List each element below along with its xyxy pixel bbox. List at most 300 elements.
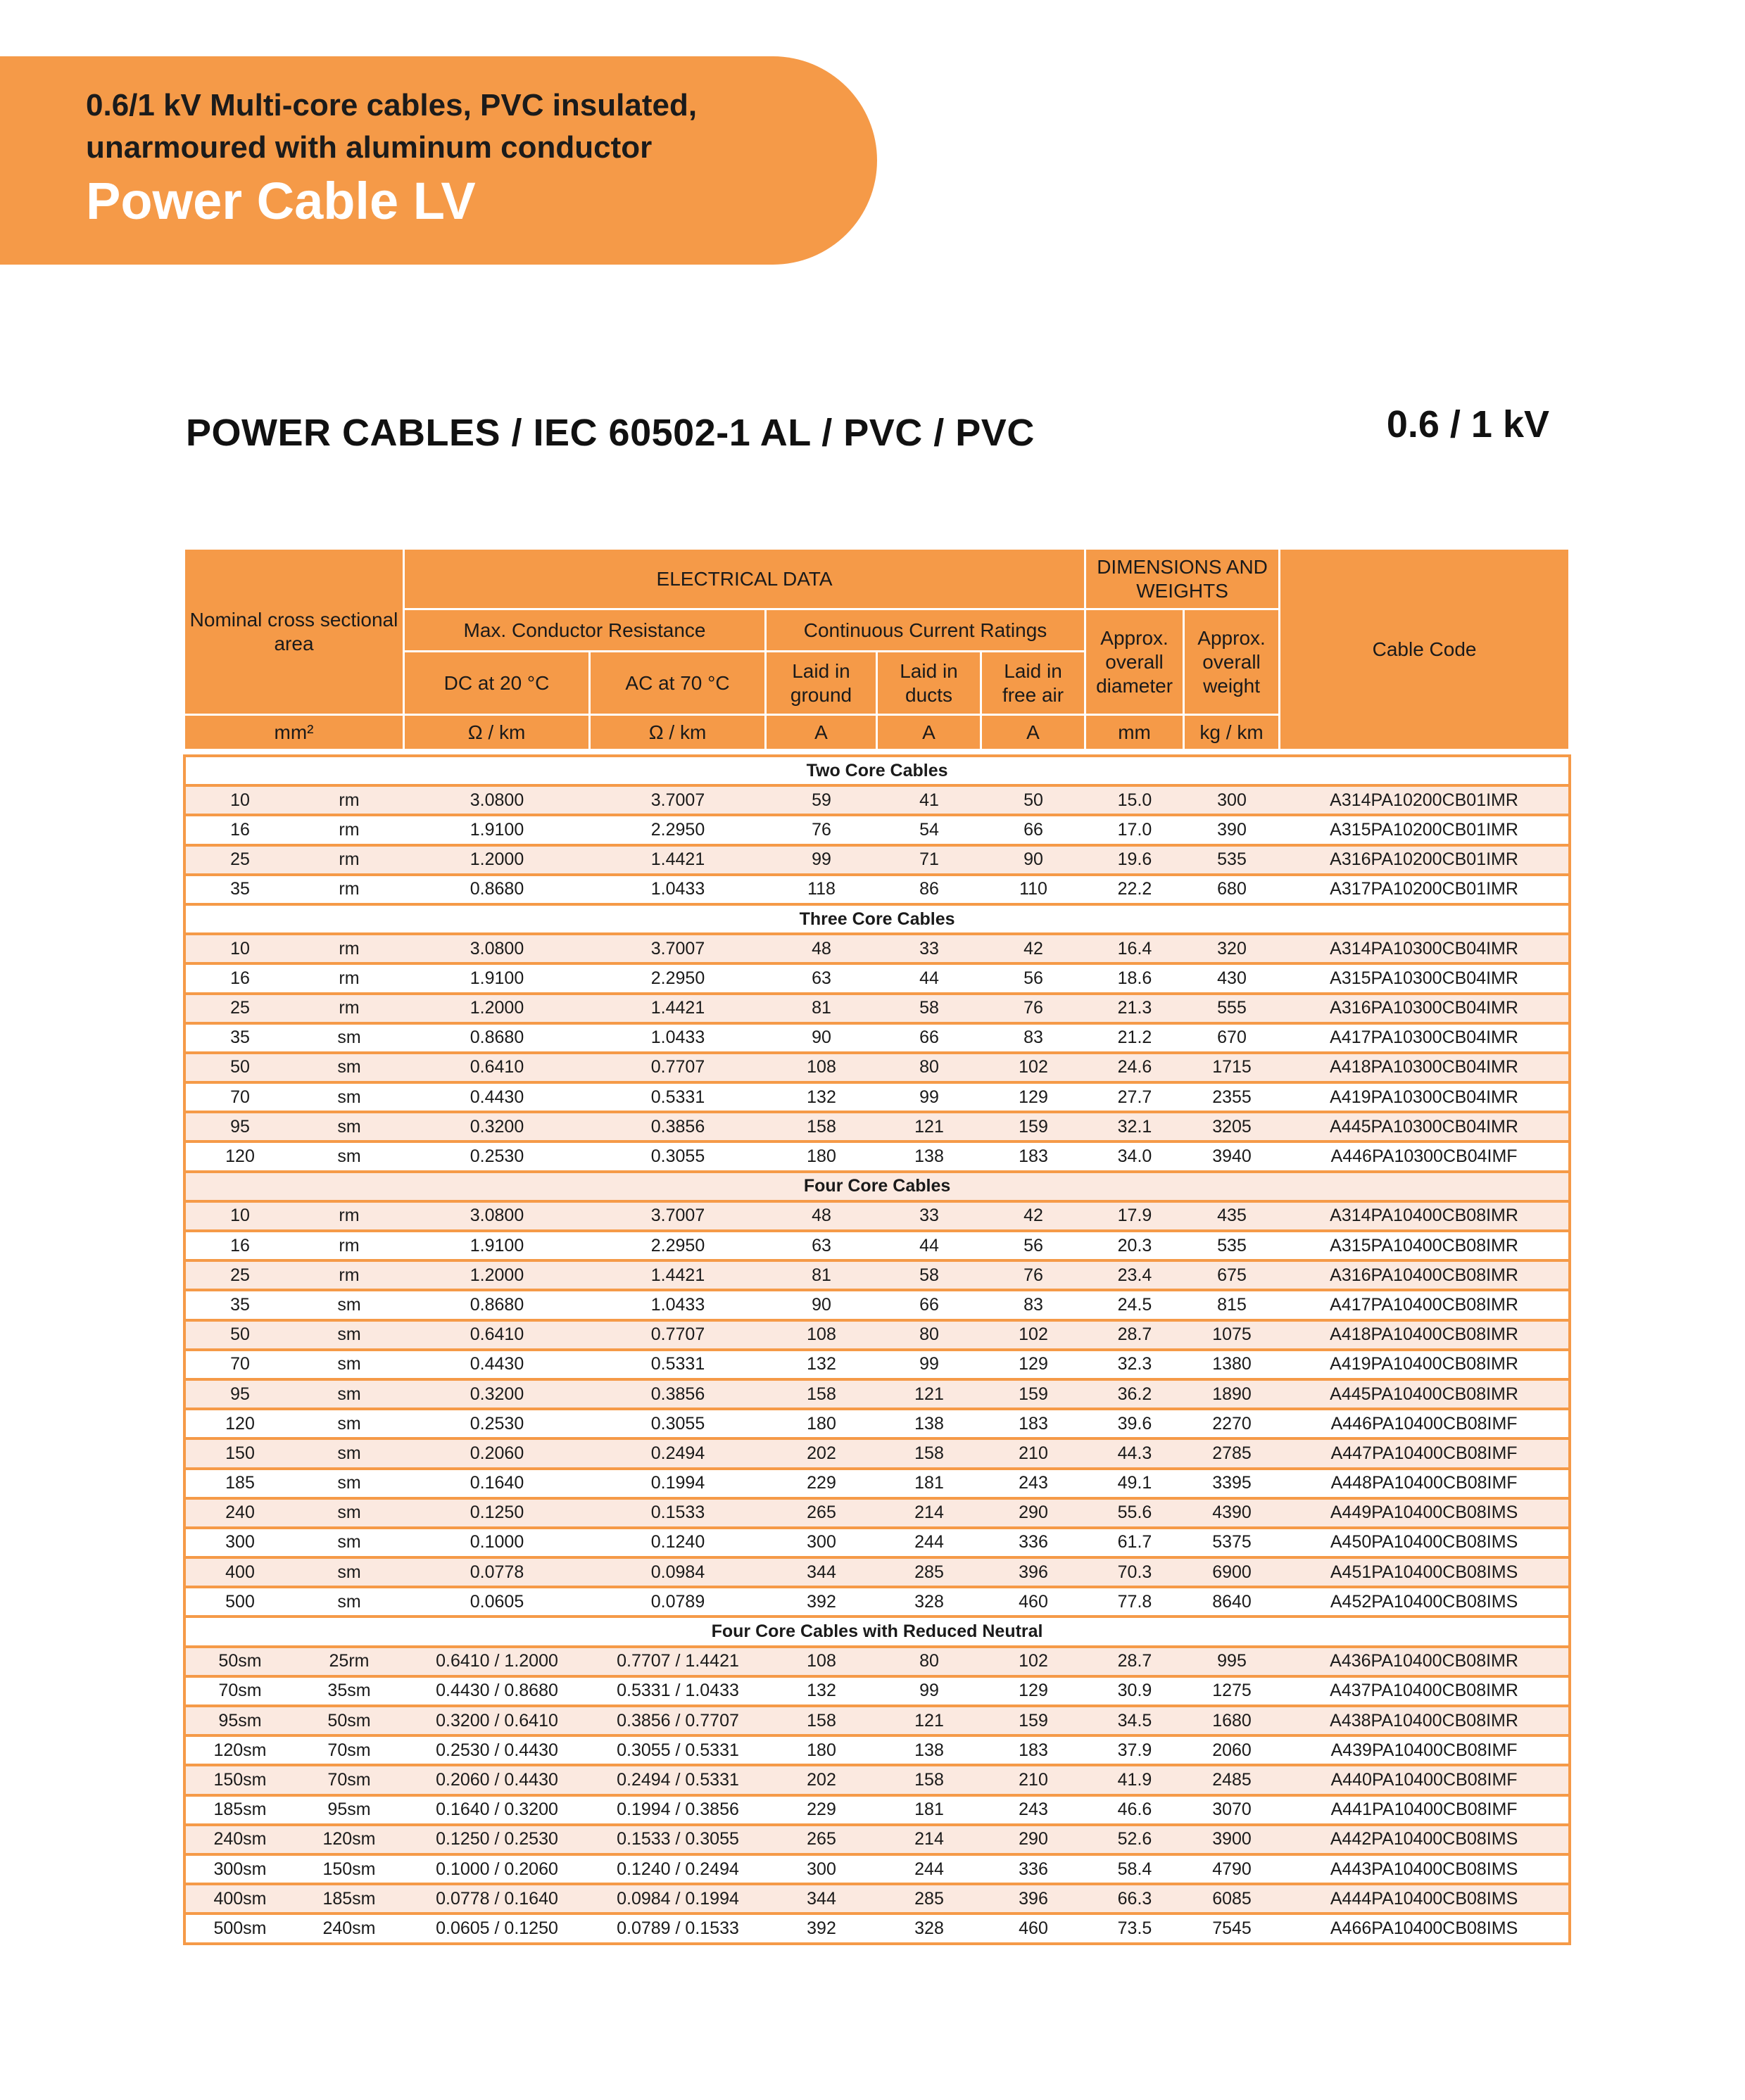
header-dc-resistance: DC at 20 °C [404, 652, 590, 715]
header-laid-in-free-air: Laid in free air [981, 652, 1085, 715]
cell-type: 120sm [294, 1825, 404, 1854]
cell-dc-resistance: 0.0605 [404, 1587, 590, 1617]
table-row [184, 845, 1570, 875]
cell-ducts-rating: 181 [877, 1795, 981, 1825]
table-header [183, 548, 1570, 751]
unit-ground: A [766, 715, 877, 750]
cell-free-air-rating: 102 [981, 1647, 1085, 1676]
table-row [184, 1825, 1570, 1854]
cell-ac-resistance: 0.1994 [590, 1469, 766, 1498]
cell-type: sm [294, 1023, 404, 1053]
cell-ducts-rating: 158 [877, 1765, 981, 1795]
cell-free-air-rating: 76 [981, 994, 1085, 1023]
cell-ac-resistance: 0.0789 [590, 1587, 766, 1617]
table-row [184, 1379, 1570, 1409]
cell-cable-code: A418PA10300CB04IMR [1280, 1053, 1570, 1082]
cell-ground-rating: 229 [766, 1795, 877, 1825]
cell-dc-resistance: 0.2060 [404, 1438, 590, 1468]
cell-weight: 1890 [1184, 1379, 1280, 1409]
cell-diameter: 44.3 [1085, 1438, 1184, 1468]
cell-dc-resistance: 1.9100 [404, 963, 590, 993]
cell-weight: 3205 [1184, 1112, 1280, 1141]
cell-weight: 680 [1184, 875, 1280, 904]
cell-cable-code: A439PA10400CB08IMF [1280, 1735, 1570, 1765]
header-nominal-area: Nominal cross sectional area [184, 549, 404, 715]
cell-weight: 1275 [1184, 1676, 1280, 1706]
cell-ducts-rating: 58 [877, 1260, 981, 1290]
cell-type: rm [294, 1201, 404, 1231]
cell-ducts-rating: 138 [877, 1735, 981, 1765]
section-heading-row [184, 756, 1570, 785]
cell-size: 150sm [184, 1765, 294, 1795]
cell-weight: 675 [1184, 1260, 1280, 1290]
cell-ac-resistance: 0.1533 / 0.3055 [590, 1825, 766, 1854]
cell-free-air-rating: 83 [981, 1023, 1085, 1053]
cell-ducts-rating: 33 [877, 934, 981, 963]
cell-ducts-rating: 158 [877, 1438, 981, 1468]
cell-dc-resistance: 0.4430 [404, 1082, 590, 1112]
cell-free-air-rating: 290 [981, 1825, 1085, 1854]
cell-weight: 300 [1184, 785, 1280, 815]
cell-size: 16 [184, 815, 294, 845]
cell-type: 70sm [294, 1765, 404, 1795]
cell-free-air-rating: 76 [981, 1260, 1085, 1290]
cell-ducts-rating: 86 [877, 875, 981, 904]
cell-dc-resistance: 0.1250 / 0.2530 [404, 1825, 590, 1854]
cell-type: rm [294, 875, 404, 904]
cell-free-air-rating: 129 [981, 1082, 1085, 1112]
cell-ac-resistance: 0.5331 / 1.0433 [590, 1676, 766, 1706]
cell-free-air-rating: 183 [981, 1141, 1085, 1171]
cell-ground-rating: 59 [766, 785, 877, 815]
table-row [184, 1409, 1570, 1438]
cell-ac-resistance: 0.3055 [590, 1141, 766, 1171]
cell-type: sm [294, 1350, 404, 1379]
table-row [184, 994, 1570, 1023]
cell-weight: 670 [1184, 1023, 1280, 1053]
cell-ground-rating: 344 [766, 1884, 877, 1914]
cell-free-air-rating: 66 [981, 815, 1085, 845]
cell-cable-code: A447PA10400CB08IMF [1280, 1438, 1570, 1468]
cell-dc-resistance: 0.1000 / 0.2060 [404, 1854, 590, 1884]
cell-cable-code: A440PA10400CB08IMF [1280, 1765, 1570, 1795]
cell-type: sm [294, 1320, 404, 1350]
table-row [184, 1053, 1570, 1082]
cell-weight: 4390 [1184, 1498, 1280, 1528]
cell-ground-rating: 300 [766, 1854, 877, 1884]
cell-free-air-rating: 102 [981, 1320, 1085, 1350]
cell-size: 500 [184, 1587, 294, 1617]
cell-ground-rating: 265 [766, 1498, 877, 1528]
section-heading-row [184, 1172, 1570, 1201]
cell-ac-resistance: 0.5331 [590, 1350, 766, 1379]
cell-ac-resistance: 0.1533 [590, 1498, 766, 1528]
table-row [184, 1557, 1570, 1587]
cell-diameter: 22.2 [1085, 875, 1184, 904]
cell-size: 70sm [184, 1676, 294, 1706]
cell-dc-resistance: 3.0800 [404, 934, 590, 963]
cell-size: 120 [184, 1141, 294, 1171]
cell-diameter: 34.0 [1085, 1141, 1184, 1171]
cell-free-air-rating: 159 [981, 1706, 1085, 1735]
cell-diameter: 17.9 [1085, 1201, 1184, 1231]
table-row [184, 1320, 1570, 1350]
cell-type: rm [294, 963, 404, 993]
cell-ground-rating: 81 [766, 994, 877, 1023]
cell-ducts-rating: 328 [877, 1587, 981, 1617]
cell-type: sm [294, 1498, 404, 1528]
banner-subtitle-line-2: unarmoured with aluminum conductor [86, 130, 653, 165]
cell-type: 70sm [294, 1735, 404, 1765]
table-row [184, 1290, 1570, 1320]
document-title: POWER CABLES / IEC 60502-1 AL / PVC / PVC [186, 412, 1035, 454]
cell-type: sm [294, 1409, 404, 1438]
cell-diameter: 23.4 [1085, 1260, 1184, 1290]
cell-ducts-rating: 44 [877, 1231, 981, 1260]
cell-size: 185sm [184, 1795, 294, 1825]
cell-diameter: 20.3 [1085, 1231, 1184, 1260]
unit-ac: Ω / km [590, 715, 766, 750]
cell-ground-rating: 180 [766, 1141, 877, 1171]
table-row [184, 1260, 1570, 1290]
unit-dc: Ω / km [404, 715, 590, 750]
table-row [184, 1884, 1570, 1914]
table-row [184, 1706, 1570, 1735]
cell-ac-resistance: 0.2494 [590, 1438, 766, 1468]
cable-data-table [183, 754, 1571, 1945]
cell-weight: 2060 [1184, 1735, 1280, 1765]
cell-dc-resistance: 0.3200 [404, 1112, 590, 1141]
cell-ground-rating: 108 [766, 1647, 877, 1676]
table-row [184, 1231, 1570, 1260]
cell-cable-code: A315PA10200CB01IMR [1280, 815, 1570, 845]
table-row [184, 1082, 1570, 1112]
cell-cable-code: A315PA10300CB04IMR [1280, 963, 1570, 993]
cell-ducts-rating: 44 [877, 963, 981, 993]
cell-size: 185 [184, 1469, 294, 1498]
cell-diameter: 30.9 [1085, 1676, 1184, 1706]
cell-type: sm [294, 1438, 404, 1468]
cell-ac-resistance: 3.7007 [590, 785, 766, 815]
cell-diameter: 39.6 [1085, 1409, 1184, 1438]
table-row [184, 1350, 1570, 1379]
cell-cable-code: A316PA10200CB01IMR [1280, 845, 1570, 875]
cell-size: 95sm [184, 1706, 294, 1735]
cell-diameter: 66.3 [1085, 1884, 1184, 1914]
cell-dc-resistance: 0.1250 [404, 1498, 590, 1528]
cell-free-air-rating: 129 [981, 1676, 1085, 1706]
cell-ac-resistance: 3.7007 [590, 1201, 766, 1231]
cell-type: 185sm [294, 1884, 404, 1914]
cell-type: sm [294, 1528, 404, 1557]
cell-dc-resistance: 1.9100 [404, 1231, 590, 1260]
cell-size: 120 [184, 1409, 294, 1438]
cell-cable-code: A314PA10400CB08IMR [1280, 1201, 1570, 1231]
cell-ducts-rating: 328 [877, 1914, 981, 1943]
cell-type: rm [294, 845, 404, 875]
cell-type: sm [294, 1141, 404, 1171]
cell-size: 240 [184, 1498, 294, 1528]
cell-ground-rating: 63 [766, 963, 877, 993]
cell-weight: 2485 [1184, 1765, 1280, 1795]
cell-type: rm [294, 815, 404, 845]
cell-free-air-rating: 159 [981, 1112, 1085, 1141]
cell-weight: 3395 [1184, 1469, 1280, 1498]
cell-dc-resistance: 1.2000 [404, 994, 590, 1023]
header-dimensions-weights: DIMENSIONS AND WEIGHTS [1085, 549, 1280, 609]
table-row [184, 934, 1570, 963]
cell-free-air-rating: 290 [981, 1498, 1085, 1528]
cell-ducts-rating: 99 [877, 1350, 981, 1379]
cell-dc-resistance: 0.4430 [404, 1350, 590, 1379]
header-banner [0, 56, 877, 265]
cell-ac-resistance: 0.7707 [590, 1053, 766, 1082]
table-row [184, 1141, 1570, 1171]
cell-size: 16 [184, 1231, 294, 1260]
cell-diameter: 49.1 [1085, 1469, 1184, 1498]
cell-free-air-rating: 336 [981, 1854, 1085, 1884]
table-row [184, 1587, 1570, 1617]
cell-ducts-rating: 121 [877, 1379, 981, 1409]
cell-dc-resistance: 0.3200 [404, 1379, 590, 1409]
header-current-ratings: Continuous Current Ratings [766, 609, 1085, 652]
unit-area: mm² [184, 715, 404, 750]
cell-dc-resistance: 0.2530 / 0.4430 [404, 1735, 590, 1765]
cell-ducts-rating: 71 [877, 845, 981, 875]
cell-cable-code: A448PA10400CB08IMF [1280, 1469, 1570, 1498]
cell-dc-resistance: 1.9100 [404, 815, 590, 845]
cell-ducts-rating: 244 [877, 1528, 981, 1557]
banner-subtitle-line-1: 0.6/1 kV Multi-core cables, PVC insulated, [86, 88, 698, 122]
cell-size: 25 [184, 1260, 294, 1290]
cell-ac-resistance: 0.1240 / 0.2494 [590, 1854, 766, 1884]
cell-ac-resistance: 1.4421 [590, 845, 766, 875]
table-row [184, 963, 1570, 993]
cell-weight: 535 [1184, 1231, 1280, 1260]
cell-ground-rating: 202 [766, 1765, 877, 1795]
cell-diameter: 55.6 [1085, 1498, 1184, 1528]
cell-weight: 1380 [1184, 1350, 1280, 1379]
table-row [184, 1023, 1570, 1053]
cell-type: sm [294, 1290, 404, 1320]
cell-ac-resistance: 1.4421 [590, 994, 766, 1023]
cell-cable-code: A445PA10400CB08IMR [1280, 1379, 1570, 1409]
cell-ground-rating: 202 [766, 1438, 877, 1468]
cell-weight: 435 [1184, 1201, 1280, 1231]
banner-title: Power Cable LV [86, 172, 476, 230]
table-row [184, 1854, 1570, 1884]
cell-dc-resistance: 0.2060 / 0.4430 [404, 1765, 590, 1795]
cell-diameter: 15.0 [1085, 785, 1184, 815]
cell-ac-resistance: 3.7007 [590, 934, 766, 963]
cell-weight: 390 [1184, 815, 1280, 845]
cell-diameter: 32.1 [1085, 1112, 1184, 1141]
cell-size: 50 [184, 1320, 294, 1350]
cell-free-air-rating: 90 [981, 845, 1085, 875]
cell-diameter: 73.5 [1085, 1914, 1184, 1943]
cell-ground-rating: 76 [766, 815, 877, 845]
cell-ground-rating: 81 [766, 1260, 877, 1290]
cell-cable-code: A436PA10400CB08IMR [1280, 1647, 1570, 1676]
cell-ducts-rating: 138 [877, 1409, 981, 1438]
cell-ducts-rating: 121 [877, 1706, 981, 1735]
header-max-resistance: Max. Conductor Resistance [404, 609, 766, 652]
cell-ac-resistance: 0.5331 [590, 1082, 766, 1112]
cell-type: rm [294, 785, 404, 815]
cell-cable-code: A442PA10400CB08IMS [1280, 1825, 1570, 1854]
cell-cable-code: A466PA10400CB08IMS [1280, 1914, 1570, 1943]
cell-dc-resistance: 0.8680 [404, 875, 590, 904]
cell-cable-code: A446PA10400CB08IMF [1280, 1409, 1570, 1438]
cell-cable-code: A438PA10400CB08IMR [1280, 1706, 1570, 1735]
cell-diameter: 24.6 [1085, 1053, 1184, 1082]
cell-ac-resistance: 0.7707 [590, 1320, 766, 1350]
cell-size: 70 [184, 1082, 294, 1112]
cell-dc-resistance: 0.8680 [404, 1023, 590, 1053]
cell-weight: 2270 [1184, 1409, 1280, 1438]
cell-diameter: 16.4 [1085, 934, 1184, 963]
cell-ducts-rating: 66 [877, 1023, 981, 1053]
cell-ac-resistance: 1.4421 [590, 1260, 766, 1290]
cell-ducts-rating: 181 [877, 1469, 981, 1498]
cell-cable-code: A419PA10400CB08IMR [1280, 1350, 1570, 1379]
cell-cable-code: A451PA10400CB08IMS [1280, 1557, 1570, 1587]
cell-free-air-rating: 243 [981, 1795, 1085, 1825]
cell-ac-resistance: 0.0984 [590, 1557, 766, 1587]
cell-size: 400 [184, 1557, 294, 1587]
cell-ducts-rating: 58 [877, 994, 981, 1023]
cell-dc-resistance: 0.1640 / 0.3200 [404, 1795, 590, 1825]
section-title: Four Core Cables with Reduced Neutral [184, 1617, 1570, 1646]
cell-dc-resistance: 3.0800 [404, 1201, 590, 1231]
table-row [184, 1438, 1570, 1468]
cell-diameter: 34.5 [1085, 1706, 1184, 1735]
cell-weight: 2785 [1184, 1438, 1280, 1468]
cell-free-air-rating: 159 [981, 1379, 1085, 1409]
cell-cable-code: A315PA10400CB08IMR [1280, 1231, 1570, 1260]
table-row [184, 875, 1570, 904]
cell-ground-rating: 265 [766, 1825, 877, 1854]
cell-diameter: 52.6 [1085, 1825, 1184, 1854]
cell-size: 10 [184, 1201, 294, 1231]
cell-weight: 6085 [1184, 1884, 1280, 1914]
cell-ac-resistance: 1.0433 [590, 875, 766, 904]
cell-ac-resistance: 0.3055 / 0.5331 [590, 1735, 766, 1765]
cell-ac-resistance: 0.3856 [590, 1379, 766, 1409]
cell-type: sm [294, 1469, 404, 1498]
cell-weight: 5375 [1184, 1528, 1280, 1557]
cell-ducts-rating: 41 [877, 785, 981, 815]
cell-size: 35 [184, 875, 294, 904]
cell-free-air-rating: 243 [981, 1469, 1085, 1498]
cell-weight: 555 [1184, 994, 1280, 1023]
unit-weight: kg / km [1184, 715, 1280, 750]
cell-free-air-rating: 102 [981, 1053, 1085, 1082]
cell-ground-rating: 99 [766, 845, 877, 875]
cell-dc-resistance: 0.6410 [404, 1320, 590, 1350]
cell-ducts-rating: 80 [877, 1320, 981, 1350]
cell-size: 300 [184, 1528, 294, 1557]
cell-ducts-rating: 214 [877, 1825, 981, 1854]
cell-weight: 7545 [1184, 1914, 1280, 1943]
cell-diameter: 37.9 [1085, 1735, 1184, 1765]
section-title: Four Core Cables [184, 1172, 1570, 1201]
cell-ground-rating: 180 [766, 1735, 877, 1765]
cell-type: sm [294, 1053, 404, 1082]
cell-type: sm [294, 1587, 404, 1617]
table-row [184, 1469, 1570, 1498]
table-row [184, 1112, 1570, 1141]
cell-weight: 3070 [1184, 1795, 1280, 1825]
cell-free-air-rating: 396 [981, 1884, 1085, 1914]
cell-diameter: 61.7 [1085, 1528, 1184, 1557]
cell-cable-code: A419PA10300CB04IMR [1280, 1082, 1570, 1112]
cell-free-air-rating: 396 [981, 1557, 1085, 1587]
cell-weight: 8640 [1184, 1587, 1280, 1617]
cell-ac-resistance: 2.2950 [590, 815, 766, 845]
cell-cable-code: A417PA10400CB08IMR [1280, 1290, 1570, 1320]
cell-ducts-rating: 138 [877, 1141, 981, 1171]
cell-ground-rating: 108 [766, 1320, 877, 1350]
cell-free-air-rating: 460 [981, 1914, 1085, 1943]
cell-cable-code: A316PA10400CB08IMR [1280, 1260, 1570, 1290]
cell-diameter: 46.6 [1085, 1795, 1184, 1825]
cell-ground-rating: 180 [766, 1409, 877, 1438]
cell-size: 25 [184, 845, 294, 875]
cell-size: 95 [184, 1112, 294, 1141]
cell-dc-resistance: 0.4430 / 0.8680 [404, 1676, 590, 1706]
cell-cable-code: A445PA10300CB04IMR [1280, 1112, 1570, 1141]
cell-weight: 6900 [1184, 1557, 1280, 1587]
cell-dc-resistance: 3.0800 [404, 785, 590, 815]
cell-ac-resistance: 0.3856 [590, 1112, 766, 1141]
cell-ducts-rating: 121 [877, 1112, 981, 1141]
cell-weight: 1680 [1184, 1706, 1280, 1735]
section-title: Three Core Cables [184, 904, 1570, 934]
cell-free-air-rating: 129 [981, 1350, 1085, 1379]
cell-size: 10 [184, 934, 294, 963]
cell-ac-resistance: 0.2494 / 0.5331 [590, 1765, 766, 1795]
cell-ac-resistance: 2.2950 [590, 963, 766, 993]
cell-ground-rating: 158 [766, 1379, 877, 1409]
header-cable-code: Cable Code [1280, 549, 1570, 750]
cell-free-air-rating: 460 [981, 1587, 1085, 1617]
cell-weight: 535 [1184, 845, 1280, 875]
cell-ducts-rating: 66 [877, 1290, 981, 1320]
cell-diameter: 32.3 [1085, 1350, 1184, 1379]
cell-diameter: 36.2 [1085, 1379, 1184, 1409]
cell-dc-resistance: 0.6410 / 1.2000 [404, 1647, 590, 1676]
cell-free-air-rating: 42 [981, 1201, 1085, 1231]
cell-ducts-rating: 80 [877, 1647, 981, 1676]
cell-type: rm [294, 1231, 404, 1260]
cell-type: 150sm [294, 1854, 404, 1884]
cell-free-air-rating: 183 [981, 1735, 1085, 1765]
cell-size: 300sm [184, 1854, 294, 1884]
cell-diameter: 70.3 [1085, 1557, 1184, 1587]
cell-ducts-rating: 99 [877, 1676, 981, 1706]
cell-weight: 4790 [1184, 1854, 1280, 1884]
cell-size: 35 [184, 1023, 294, 1053]
cell-dc-resistance: 1.2000 [404, 845, 590, 875]
table-row [184, 1914, 1570, 1943]
header-electrical-data: ELECTRICAL DATA [404, 549, 1085, 609]
cell-ground-rating: 132 [766, 1350, 877, 1379]
header-overall-weight: Approx. overall weight [1184, 609, 1280, 715]
cell-type: sm [294, 1557, 404, 1587]
cell-size: 16 [184, 963, 294, 993]
cell-ac-resistance: 2.2950 [590, 1231, 766, 1260]
